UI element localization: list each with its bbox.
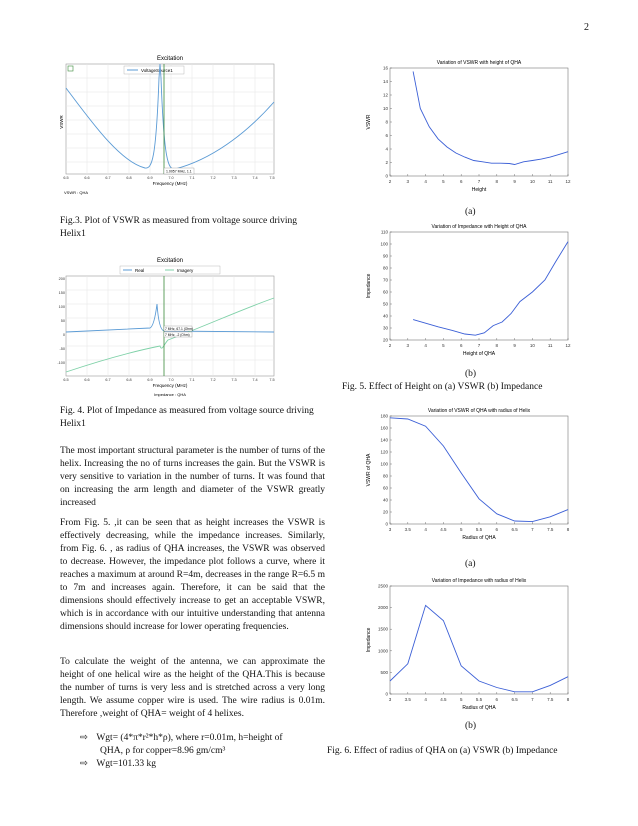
y-axis-label: Impedance bbox=[366, 273, 372, 299]
y-tick-label: 60 bbox=[382, 289, 388, 295]
svg-text:6.6: 6.6 bbox=[84, 378, 90, 382]
y-tick-label: 4 bbox=[385, 146, 388, 152]
y-tick-label: 50 bbox=[382, 301, 388, 307]
bullet-2 bbox=[80, 758, 325, 771]
x-tick-label: 6 bbox=[459, 343, 463, 348]
x-tick-label: 3 bbox=[406, 179, 410, 184]
x-tick-label: 6.5 bbox=[511, 697, 518, 702]
y-tick-label: 0 bbox=[385, 173, 388, 179]
x-tick-label: 10 bbox=[529, 179, 535, 184]
fig3-footer: VSWR : QHA bbox=[64, 190, 89, 195]
fig5a-sublabel: (a) bbox=[465, 207, 476, 217]
svg-text:6.8: 6.8 bbox=[126, 176, 132, 180]
y-tick-label: 10 bbox=[382, 106, 388, 111]
svg-text:6.6: 6.6 bbox=[84, 176, 90, 180]
x-tick-label: 4 bbox=[424, 697, 427, 702]
plot-area bbox=[390, 586, 568, 694]
x-axis-label: Height of QHA bbox=[462, 351, 496, 357]
x-tick-label: 4.5 bbox=[440, 697, 447, 702]
x-tick-label: 6.5 bbox=[511, 527, 518, 532]
x-tick-label: 3 bbox=[388, 527, 392, 532]
fig5b-chart bbox=[362, 220, 574, 365]
y-axis-label: Impedance bbox=[366, 627, 372, 653]
y-tick-label: 6 bbox=[385, 133, 388, 138]
y-tick-label: 100 bbox=[380, 461, 388, 467]
fig3-marker: 1.0057 MHz, 1.1 bbox=[166, 169, 192, 174]
x-tick-label: 3.5 bbox=[404, 527, 411, 532]
fig6b-chart bbox=[362, 574, 574, 719]
x-tick-label: 8 bbox=[566, 527, 570, 532]
y-tick-label: 60 bbox=[382, 485, 388, 491]
y-tick-label: 140 bbox=[380, 437, 388, 443]
x-tick-label: 4 bbox=[424, 343, 427, 348]
paragraph-1: The most important structural parameter is the number of turns of the helix. Increasing the no of turns increases the gain. But the VSWR is very sensitive to variation in the number of turns. It was found that on increasing the arm length and diameter of the VSWR greatly increased bbox=[60, 446, 325, 508]
svg-text:200: 200 bbox=[58, 277, 65, 281]
x-tick-label: 5.5 bbox=[475, 527, 483, 532]
y-tick-label: 2 bbox=[385, 160, 388, 165]
fig4-legend-imagery: Imagery bbox=[177, 268, 194, 273]
y-tick-label: 160 bbox=[380, 425, 388, 431]
svg-text:6.5: 6.5 bbox=[63, 176, 69, 180]
chart-title: Variation of VSWR with height of QHA bbox=[436, 60, 522, 66]
x-tick-label: 5 bbox=[459, 697, 463, 702]
x-tick-label: 2 bbox=[388, 343, 392, 348]
y-tick-label: 1500 bbox=[377, 626, 388, 632]
x-tick-label: 12 bbox=[565, 179, 571, 184]
bullet-1 bbox=[80, 732, 325, 745]
fig3-legend: VoltageSource1 bbox=[141, 68, 173, 73]
x-tick-label: 7.5 bbox=[547, 527, 554, 532]
svg-text:6.8: 6.8 bbox=[126, 378, 132, 382]
fig5-caption: Fig. 5. Effect of Height on (a) VSWR (b) Impedance bbox=[342, 382, 543, 392]
y-tick-label: 90 bbox=[382, 253, 388, 259]
svg-text:7.4: 7.4 bbox=[252, 378, 258, 382]
y-tick-label: 70 bbox=[382, 277, 388, 283]
y-tick-label: 12 bbox=[382, 92, 388, 98]
y-tick-label: 40 bbox=[382, 497, 388, 503]
x-tick-label: 10 bbox=[529, 343, 535, 348]
arrow-icon: ⇨ bbox=[80, 733, 88, 743]
y-tick-label: 1000 bbox=[377, 648, 388, 654]
plot-area bbox=[390, 416, 568, 524]
y-tick-label: 8 bbox=[385, 119, 388, 125]
x-tick-label: 7 bbox=[531, 697, 534, 702]
x-tick-label: 6 bbox=[459, 179, 463, 184]
x-tick-label: 7 bbox=[531, 527, 534, 532]
svg-text:150: 150 bbox=[58, 291, 65, 295]
x-tick-label: 5.5 bbox=[475, 697, 483, 702]
chart-title: Variation of VSWR of QHA with radius of Helix bbox=[427, 408, 531, 414]
fig3-ylabel: VSWR bbox=[59, 115, 64, 129]
y-tick-label: 2500 bbox=[377, 583, 388, 589]
svg-text:100: 100 bbox=[58, 305, 65, 309]
x-tick-label: 3 bbox=[388, 697, 392, 702]
x-axis-label: Height bbox=[471, 187, 487, 193]
fig3-xlabel: Frequency (MHz) bbox=[152, 181, 188, 186]
x-tick-label: 9 bbox=[513, 343, 516, 348]
chart-title: Variation of Impedance with radius of Helix bbox=[431, 578, 527, 584]
fig6a-chart bbox=[362, 404, 574, 549]
x-tick-label: 5 bbox=[442, 343, 445, 348]
fig4-marker-2: 7 MHz, -2 (Ohm) bbox=[165, 332, 190, 337]
y-tick-label: 16 bbox=[382, 65, 388, 71]
y-tick-label: 80 bbox=[382, 265, 388, 271]
y-tick-label: 500 bbox=[380, 669, 388, 675]
y-tick-label: 30 bbox=[382, 325, 388, 331]
y-tick-label: 120 bbox=[380, 449, 388, 455]
x-tick-label: 4.5 bbox=[440, 527, 447, 532]
fig4-legend-real: Real bbox=[135, 268, 145, 273]
fig4-caption: Fig. 4. Plot of Impedance as measured from voltage source driving Helix1 bbox=[60, 406, 314, 429]
fig5b-sublabel: (b) bbox=[465, 369, 477, 379]
plot-area bbox=[390, 68, 568, 176]
fig3-caption: Fig.3. Plot of VSWR as measured from voltage source driving Helix1 bbox=[60, 216, 298, 239]
x-tick-label: 8 bbox=[495, 179, 499, 184]
svg-text:-50: -50 bbox=[59, 347, 65, 351]
svg-text:7.1: 7.1 bbox=[189, 176, 195, 180]
svg-text:0: 0 bbox=[62, 333, 65, 337]
svg-text:7.2: 7.2 bbox=[210, 378, 216, 382]
y-tick-label: 20 bbox=[382, 337, 388, 343]
x-tick-label: 4 bbox=[424, 179, 427, 184]
y-tick-label: 100 bbox=[380, 241, 388, 247]
svg-text:7.2: 7.2 bbox=[210, 176, 216, 180]
y-tick-label: 20 bbox=[382, 509, 388, 515]
fig4-xlabel: Frequency (MHz) bbox=[152, 383, 188, 388]
x-tick-label: 11 bbox=[547, 179, 553, 184]
x-tick-label: 6 bbox=[495, 697, 499, 702]
svg-text:50: 50 bbox=[60, 319, 65, 323]
y-tick-label: 0 bbox=[385, 521, 388, 527]
y-tick-label: 2000 bbox=[377, 605, 388, 611]
fig6a-sublabel: (a) bbox=[465, 559, 476, 569]
x-axis-label: Radius of QHA bbox=[462, 705, 496, 711]
plot-area bbox=[390, 232, 568, 340]
svg-text:7.5: 7.5 bbox=[269, 378, 275, 382]
x-tick-label: 4 bbox=[424, 527, 427, 532]
bullet-1-line-1: Wgt= (4*π*r²*h*ρ), where r=0.01m, h=height of bbox=[96, 733, 283, 743]
fig4-marker-1: 7 MHz, 67.1 (Ohm) bbox=[165, 326, 194, 331]
y-tick-label: 0 bbox=[385, 691, 388, 697]
x-tick-label: 7.5 bbox=[547, 697, 554, 702]
x-tick-label: 6 bbox=[495, 527, 499, 532]
x-tick-label: 7 bbox=[477, 343, 481, 348]
x-tick-label: 8 bbox=[566, 697, 570, 702]
y-tick-label: 110 bbox=[380, 229, 388, 235]
fig3-plot-title: Excitation bbox=[156, 56, 184, 62]
bullet-2-text: Wgt=101.33 kg bbox=[96, 759, 157, 769]
fig6b-sublabel: (b) bbox=[465, 721, 477, 731]
x-tick-label: 8 bbox=[495, 343, 499, 348]
arrow-icon: ⇨ bbox=[80, 759, 88, 769]
fig5a-chart bbox=[362, 56, 574, 201]
x-tick-label: 12 bbox=[565, 343, 571, 348]
y-tick-label: 80 bbox=[382, 473, 388, 479]
fig4-plot-title: Excitation bbox=[156, 258, 184, 264]
fig4-footer: Impedance : QHA bbox=[154, 392, 186, 397]
y-tick-label: 180 bbox=[380, 413, 388, 419]
y-axis-label: VSWR of QHA bbox=[366, 453, 372, 487]
fig6-caption: Fig. 6. Effect of radius of QHA on (a) VSWR (b) Impedance bbox=[327, 746, 558, 756]
bullet-1-cont: QHA, ρ for copper=8.96 gm/cm³ bbox=[100, 746, 226, 756]
svg-text:-100: -100 bbox=[57, 361, 65, 365]
svg-text:6.7: 6.7 bbox=[105, 176, 111, 180]
svg-text:7.3: 7.3 bbox=[231, 378, 237, 382]
svg-text:7.1: 7.1 bbox=[189, 378, 195, 382]
svg-text:7.0: 7.0 bbox=[168, 378, 174, 382]
page-number: 2 bbox=[584, 22, 589, 33]
svg-text:7.3: 7.3 bbox=[231, 176, 237, 180]
x-tick-label: 3 bbox=[406, 343, 410, 348]
svg-text:7.5: 7.5 bbox=[269, 176, 275, 180]
svg-text:7.4: 7.4 bbox=[252, 176, 258, 180]
svg-text:6.7: 6.7 bbox=[105, 378, 111, 382]
svg-text:6.5: 6.5 bbox=[63, 378, 69, 382]
svg-text:7.0: 7.0 bbox=[168, 176, 174, 180]
paragraph-2: From Fig. 5. ,it can be seen that as height increases the VSWR is effectively decreasing, while the impedance increases. Similarly, from Fig. 6. , as radius of QHA increases, the VSWR was observed to decrease. However, the impedance plot follows a curve, where it reaches a maximum at around R=4m, decreases in the range R=6.5 m to 7m and increases again. Therefore, it can be said that the dimensions should effectively increase to get an acceptable VSWR, which is in accordance with our intuitive understanding that antenna dimensions should increase for lower operating frequencies. bbox=[60, 518, 325, 632]
y-axis-label: VSWR bbox=[366, 114, 372, 130]
x-tick-label: 7 bbox=[477, 179, 481, 184]
svg-text:6.9: 6.9 bbox=[147, 378, 153, 382]
paragraph-3: To calculate the weight of the antenna, we can approximate the height of one helical wire as the height of the QHA.This is because the number of turns is very less and is stretched across a very long length. We assume copper wire is used. The wire radius is 0.01m. Therefore ,weight of QHA= weight of 4 helixes. bbox=[60, 657, 325, 719]
svg-text:6.9: 6.9 bbox=[147, 176, 153, 180]
x-tick-label: 11 bbox=[547, 343, 553, 348]
chart-title: Variation of Impedance with Height of QHA bbox=[431, 224, 527, 230]
x-tick-label: 9 bbox=[513, 179, 516, 184]
y-tick-label: 14 bbox=[382, 79, 388, 84]
y-tick-label: 40 bbox=[382, 313, 388, 319]
x-tick-label: 5 bbox=[442, 179, 445, 184]
x-tick-label: 5 bbox=[459, 527, 463, 532]
x-tick-label: 2 bbox=[388, 179, 392, 184]
fig4-impedance-plot bbox=[57, 252, 280, 402]
fig3-vswr-plot bbox=[60, 50, 280, 200]
x-tick-label: 3.5 bbox=[404, 697, 411, 702]
x-axis-label: Radius of QHA bbox=[462, 535, 496, 541]
